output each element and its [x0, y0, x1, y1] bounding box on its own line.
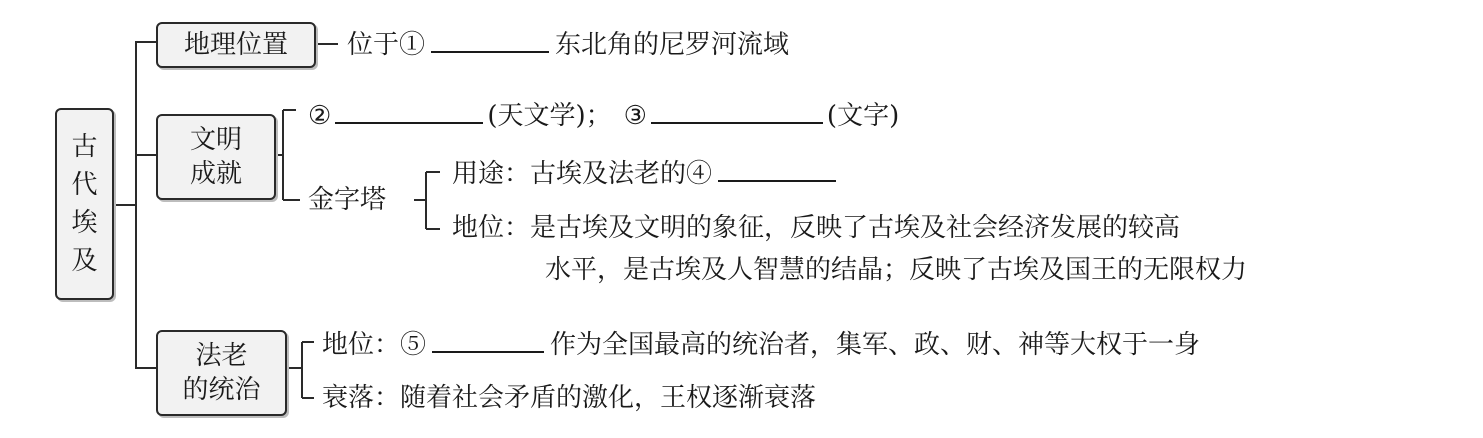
astronomy-note: (天文学)；	[487, 101, 612, 131]
root-char: 埃	[71, 208, 98, 238]
pharaoh-label-line: 法老	[195, 341, 248, 371]
pyramid-label: 金字塔	[308, 185, 387, 215]
root-char: 古	[71, 132, 98, 162]
pharaoh-decline-label: 衰落：	[322, 383, 401, 413]
geography-label: 地理位置	[183, 30, 288, 60]
pharaoh-status-row	[322, 327, 1200, 360]
pyramid-status-row	[452, 213, 1180, 243]
pyramid-use-text: 古埃及法老的④	[530, 159, 713, 189]
blank-2	[335, 98, 483, 124]
pharaoh-decline-row	[322, 383, 816, 413]
pyramid-status-line2: 水平，是古埃及人智慧的结晶；反映了古埃及国王的无限权力	[545, 255, 1248, 285]
pharaoh-label-line: 的统治	[182, 375, 261, 405]
achievements-row	[308, 98, 899, 131]
pharaoh-node	[156, 330, 287, 416]
marker-5: ⑤	[400, 330, 427, 360]
root-char: 代	[71, 170, 98, 200]
root-char: 及	[71, 246, 98, 276]
pharaoh-decline-text: 随着社会矛盾的激化，王权逐渐衰落	[400, 383, 817, 413]
blank-3	[651, 98, 823, 124]
pyramid-bracket	[414, 172, 440, 229]
marker-3: ③	[623, 101, 647, 131]
civilization-node	[156, 114, 276, 200]
civilization-label-line: 文明	[189, 125, 242, 155]
pyramid-status-label: 地位：	[452, 213, 531, 243]
pharaoh-status-label: 地位：	[322, 330, 401, 360]
geography-node	[156, 22, 316, 68]
pharaoh-bracket	[287, 342, 314, 398]
blank-1	[431, 27, 549, 53]
blank-4	[718, 156, 836, 182]
geography-suffix: 东北角的尼罗河流域	[555, 30, 790, 60]
marker-2: ②	[308, 101, 332, 131]
pharaoh-status-text: 作为全国最高的统治者，集军、政、财、神等大权于一身	[550, 330, 1201, 360]
civilization-label-line: 成就	[189, 159, 242, 189]
writing-note: (文字)	[826, 101, 900, 131]
main-bracket	[136, 42, 156, 368]
civilization-bracket	[276, 110, 300, 200]
geography-prefix: 位于①	[347, 30, 426, 60]
geography-row	[347, 27, 789, 60]
root-node	[55, 108, 114, 300]
pyramid-status-line1: 是古埃及文明的象征，反映了古埃及社会经济发展的较高	[530, 213, 1181, 243]
blank-5	[432, 327, 544, 353]
pyramid-use-label: 用途：	[452, 159, 531, 189]
pyramid-use-row	[452, 156, 836, 189]
